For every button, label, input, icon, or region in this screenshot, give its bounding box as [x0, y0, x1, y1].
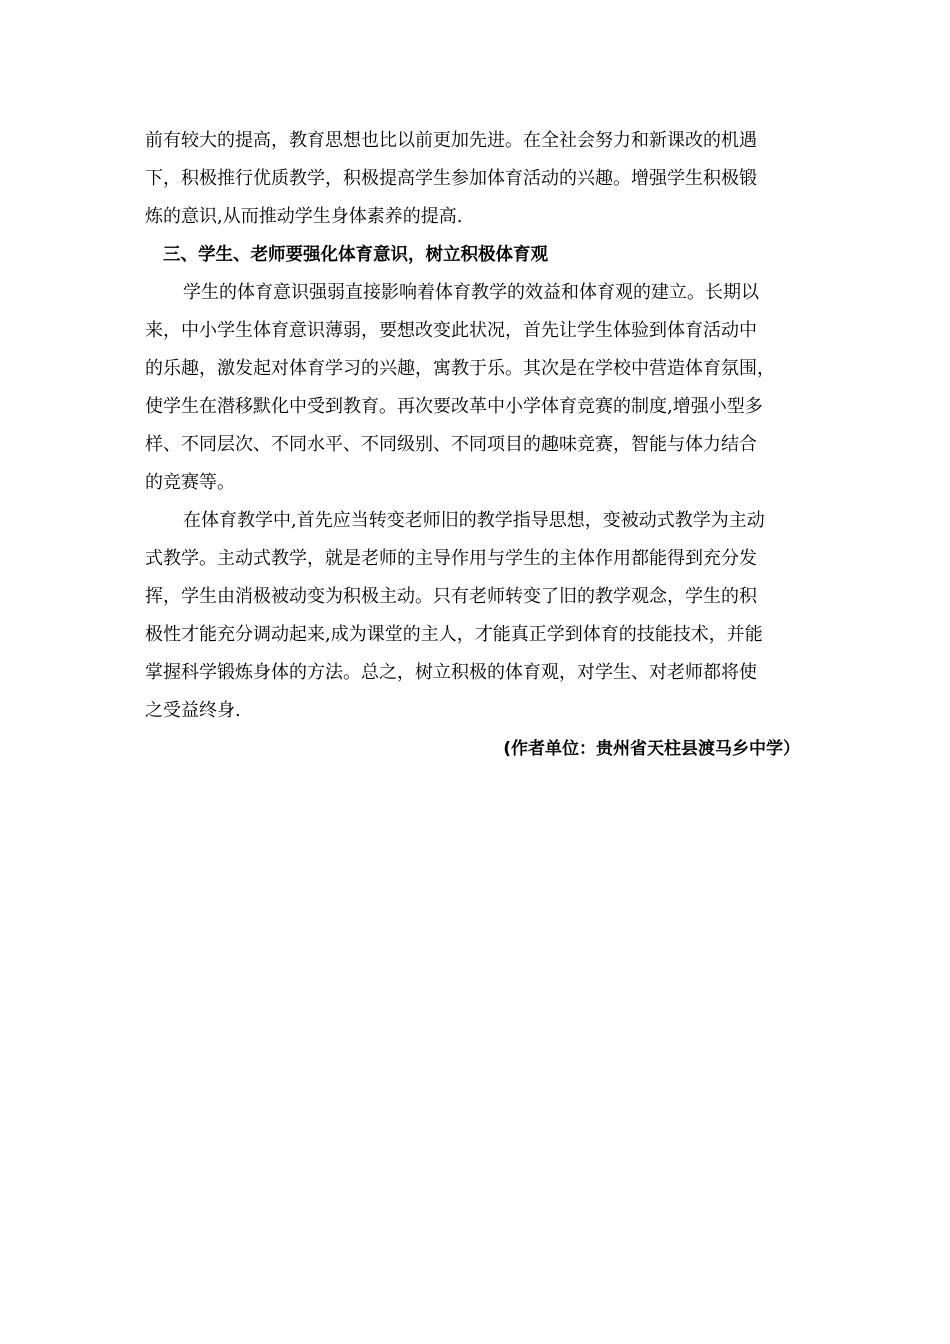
text-line: 学生的体育意识强弱直接影响着体育教学的效益和体育观的建立。长期以	[183, 282, 759, 303]
text-line: 的乐趣，激发起对体育学习的兴趣，寓教于乐。其次是在学校中营造体育氛围，	[145, 358, 775, 379]
text-line: 之受益终身.	[145, 700, 241, 721]
text-line: 来，中小学生体育意识薄弱，要想改变此状况，首先让学生体验到体育活动中	[145, 320, 757, 341]
text-line: 样、不同层次、不同水平、不同级别、不同项目的趣味竞赛，智能与体力结合	[145, 434, 757, 455]
paragraph-sports-awareness	[145, 274, 805, 502]
text-line: 的竞赛等。	[145, 472, 235, 493]
text-line: 挥，学生由消极被动变为积极主动。只有老师转变了旧的教学观念，学生的积	[145, 586, 757, 607]
text-line: 炼的意识,从而推动学生身体素养的提高.	[145, 206, 463, 227]
text-line: 在体育教学中,首先应当转变老师旧的教学指导思想，变被动式教学为主动	[183, 510, 765, 531]
text-line: 使学生在潜移默化中受到教育。再次要改革中小学体育竞赛的制度,增强小型多	[145, 396, 763, 417]
text-line: 前有较大的提高，教育思想也比以前更加先进。在全社会努力和新课改的机遇	[145, 130, 757, 151]
paragraph-teaching-method	[145, 502, 805, 730]
section-heading: 三、学生、老师要强化体育意识，树立积极体育观	[163, 245, 548, 265]
text-line: 极性才能充分调动起来,成为课堂的主人，才能真正学到体育的技能技术，并能	[145, 624, 763, 645]
paragraph-continued	[145, 122, 805, 236]
text-line: 下，积极推行优质教学，积极提高学生参加体育活动的兴趣。增强学生积极锻	[145, 168, 757, 189]
document-body	[145, 122, 805, 768]
text-line: 掌握科学锻炼身体的方法。总之，树立积极的体育观，对学生、对老师都将使	[145, 662, 757, 683]
text-line: 式教学。主动式教学，就是老师的主导作用与学生的主体作用都能得到充分发	[145, 548, 757, 569]
author-affiliation: (作者单位：贵州省天柱县渡马乡中学）	[503, 739, 800, 759]
